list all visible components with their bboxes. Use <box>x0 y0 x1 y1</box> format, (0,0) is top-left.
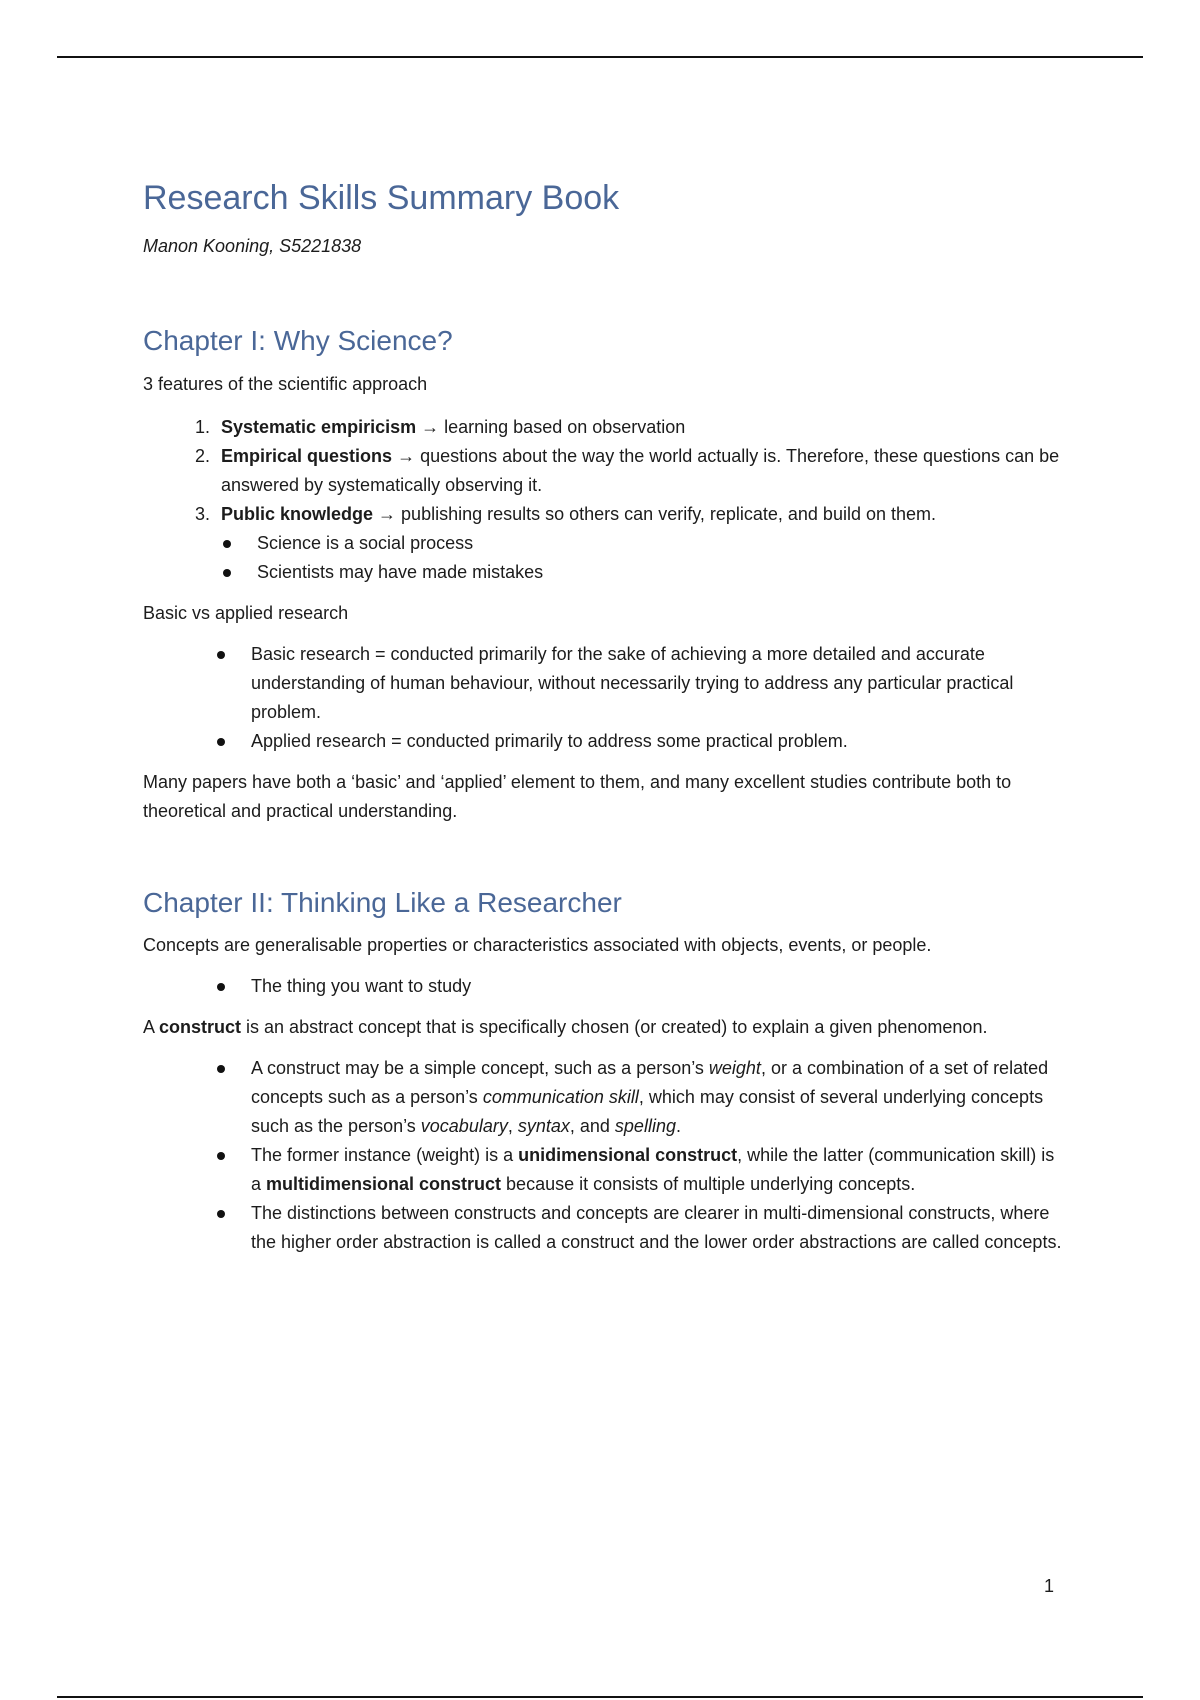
bullet-icon <box>223 540 231 548</box>
list-item: Science is a social process <box>257 529 1063 558</box>
concept-bullets <box>143 972 1063 1001</box>
bullet-icon <box>223 569 231 577</box>
header-rule <box>57 56 1143 58</box>
arrow-icon: → <box>397 445 416 466</box>
feature-item <box>215 413 1063 442</box>
feature-desc: publishing results so others can verify, replicate, and build on them. <box>396 503 937 524</box>
author-line: Manon Kooning, S5221838 <box>143 235 362 256</box>
concepts-paragraph: Concepts are generalisable properties or characteristics associated with objects, events, or people. <box>143 935 932 956</box>
closing-paragraph: Many papers have both a ‘basic’ and ‘applied’ element to them, and many excellent studies contribute both to theoretical and practical understanding. <box>143 771 1012 821</box>
arrow-icon: → <box>378 503 397 524</box>
construct-paragraph: A construct is an abstract concept that is specifically chosen (or created) to explain a given phenomenon. <box>143 1017 988 1038</box>
bullet-icon <box>217 1065 225 1073</box>
bullet-icon <box>217 1210 225 1218</box>
basic-vs-applied-heading: Basic vs applied research <box>143 602 349 623</box>
bullet-icon <box>217 651 225 659</box>
construct-term: construct <box>159 1017 242 1038</box>
feature-item <box>215 500 1063 587</box>
bullet-icon <box>217 983 225 991</box>
list-item: The thing you want to study <box>251 972 1063 1001</box>
document-title: Research Skills Summary Book <box>143 179 620 217</box>
arrow-icon: → <box>421 416 440 437</box>
features-intro: 3 features of the scientific approach <box>143 373 428 394</box>
list-item: A construct may be a simple concept, such as a person’s weight, or a combination of a set of related concepts such as a person’s communication skill, which may consist of several underlying concepts such as the person’s vocabulary, syntax, and spelling. <box>251 1054 1063 1141</box>
feature-desc: questions about the way the world actually is. Therefore, these questions can be answered by systematically observing it. <box>221 445 1060 495</box>
list-item: Scientists may have made mistakes <box>257 558 1063 587</box>
list-item: Basic research = conducted primarily for the sake of achieving a more detailed and accurate understanding of human behaviour, without necessarily trying to address any particular practical problem. <box>251 640 1063 727</box>
list-item: The former instance (weight) is a unidimensional construct, while the latter (communication skill) is a multidimensional construct because it consists of multiple underlying concepts. <box>251 1141 1063 1199</box>
chapter-1-heading: Chapter I: Why Science? <box>143 325 453 357</box>
list-item: The distinctions between constructs and concepts are clearer in multi-dimensional constructs, where the higher order abstraction is called a construct and the lower order abstractions are called concepts. <box>251 1199 1063 1257</box>
features-list <box>143 413 1063 587</box>
feature-term: Public knowledge <box>221 503 374 524</box>
document-body <box>143 178 1063 1257</box>
list-item: Applied research = conducted primarily to address some practical problem. <box>251 727 1063 756</box>
page-number: 1 <box>1044 1576 1055 1596</box>
feature-term: Systematic empiricism <box>221 416 417 437</box>
construct-bullets <box>143 1054 1063 1257</box>
research-bullets <box>143 640 1063 756</box>
bullet-icon <box>217 1152 225 1160</box>
feature-desc: learning based on observation <box>439 416 686 437</box>
chapter-2-heading: Chapter II: Thinking Like a Researcher <box>143 886 622 918</box>
public-knowledge-bullets <box>221 529 1063 587</box>
bullet-icon <box>217 738 225 746</box>
feature-item <box>215 442 1063 500</box>
footer-rule <box>57 1696 1143 1698</box>
feature-term: Empirical questions <box>221 445 393 466</box>
